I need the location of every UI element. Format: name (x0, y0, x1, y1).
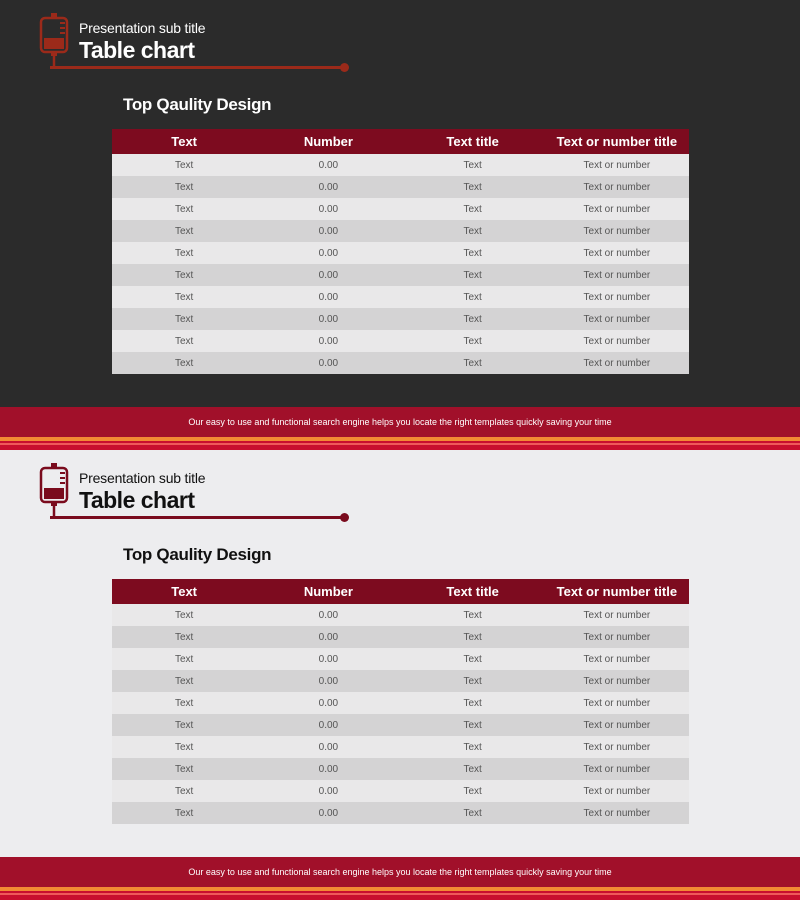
column-header: Text title (401, 579, 545, 604)
table-cell: 0.00 (256, 242, 400, 264)
table-row (112, 604, 689, 626)
table-cell: Text or number (545, 176, 689, 198)
table-cell: Text (401, 176, 545, 198)
table-cell: Text or number (545, 758, 689, 780)
column-header: Number (256, 129, 400, 154)
table-cell: Text (401, 714, 545, 736)
table-cell: Text (401, 198, 545, 220)
table-cell: Text or number (545, 198, 689, 220)
table-cell: 0.00 (256, 176, 400, 198)
table-cell: Text (112, 758, 256, 780)
header-rule-dot (340, 513, 349, 522)
table-cell: 0.00 (256, 154, 400, 176)
table-cell: 0.00 (256, 758, 400, 780)
table-cell: Text (112, 736, 256, 758)
table-cell: 0.00 (256, 736, 400, 758)
table-cell: Text or number (545, 648, 689, 670)
table-cell: Text (112, 220, 256, 242)
table-cell: 0.00 (256, 780, 400, 802)
table-row (112, 692, 689, 714)
table-row (112, 736, 689, 758)
table-row (112, 176, 689, 198)
table-cell: Text (112, 154, 256, 176)
slide-light (0, 450, 800, 900)
table-row (112, 198, 689, 220)
iv-blood-bag-icon (38, 12, 70, 82)
table-cell: Text (112, 176, 256, 198)
footer-stripe-highlight (0, 893, 800, 895)
table-cell: Text (401, 604, 545, 626)
table-cell: 0.00 (256, 308, 400, 330)
table-cell: 0.00 (256, 352, 400, 374)
table-cell: 0.00 (256, 802, 400, 824)
table-cell: Text (112, 714, 256, 736)
table-cell: Text (112, 198, 256, 220)
table-cell: Text (401, 692, 545, 714)
table-cell: Text or number (545, 220, 689, 242)
table-cell: 0.00 (256, 264, 400, 286)
table-cell: Text (401, 308, 545, 330)
table-cell: Text or number (545, 264, 689, 286)
table-cell: Text (112, 264, 256, 286)
table-cell: Text (112, 330, 256, 352)
table-cell: Text or number (545, 714, 689, 736)
table-cell: Text (112, 780, 256, 802)
table-cell: Text (401, 352, 545, 374)
table-row (112, 670, 689, 692)
data-table (112, 129, 689, 374)
table-cell: Text or number (545, 802, 689, 824)
footer-text: Our easy to use and functional search engine helps you locate the right templates quickly saving your time (188, 417, 612, 427)
table-cell: Text or number (545, 330, 689, 352)
table-cell: Text (112, 648, 256, 670)
table-cell: 0.00 (256, 330, 400, 352)
slide-title: Table chart (79, 37, 195, 63)
table-row (112, 648, 689, 670)
table-cell: Text or number (545, 352, 689, 374)
table-cell: Text or number (545, 780, 689, 802)
table-cell: Text (401, 648, 545, 670)
table-row (112, 308, 689, 330)
presentation-subtitle: Presentation sub title (79, 20, 206, 36)
table-cell: Text or number (545, 626, 689, 648)
iv-blood-bag-icon (38, 462, 70, 532)
table-cell: Text (112, 286, 256, 308)
table-row (112, 758, 689, 780)
column-header: Text or number title (545, 129, 689, 154)
table-cell: 0.00 (256, 692, 400, 714)
table-cell: 0.00 (256, 220, 400, 242)
column-header: Text title (401, 129, 545, 154)
table-row (112, 220, 689, 242)
table-cell: Text (401, 670, 545, 692)
table-cell: Text (401, 626, 545, 648)
table-cell: 0.00 (256, 670, 400, 692)
table-cell: Text (112, 626, 256, 648)
table-cell: Text (401, 802, 545, 824)
table-cell: 0.00 (256, 198, 400, 220)
table-cell: Text or number (545, 604, 689, 626)
table-cell: Text (112, 604, 256, 626)
section-heading: Top Qaulity Design (123, 545, 272, 564)
table-cell: Text (112, 308, 256, 330)
footer-text: Our easy to use and functional search engine helps you locate the right templates quickly saving your time (188, 867, 612, 877)
table-cell: Text (401, 264, 545, 286)
table-row (112, 286, 689, 308)
table-cell: Text (401, 736, 545, 758)
table-cell: Text or number (545, 242, 689, 264)
header-rule (50, 66, 344, 69)
table-cell: Text or number (545, 154, 689, 176)
table-cell: 0.00 (256, 714, 400, 736)
table-row (112, 626, 689, 648)
table-row (112, 330, 689, 352)
table-cell: 0.00 (256, 626, 400, 648)
column-header: Number (256, 579, 400, 604)
table-cell: Text (401, 242, 545, 264)
table-cell: Text or number (545, 670, 689, 692)
table-cell: Text or number (545, 286, 689, 308)
table-row (112, 352, 689, 374)
data-table (112, 579, 689, 824)
table-cell: Text (401, 154, 545, 176)
header-rule-dot (340, 63, 349, 72)
table-cell: Text or number (545, 736, 689, 758)
table-row (112, 242, 689, 264)
table-cell: 0.00 (256, 648, 400, 670)
table-cell: Text or number (545, 308, 689, 330)
table-cell: Text (401, 220, 545, 242)
header-rule (50, 516, 344, 519)
slide-title: Table chart (79, 487, 195, 513)
table-cell: Text (401, 330, 545, 352)
table-cell: Text (401, 780, 545, 802)
table-header-row (112, 579, 689, 604)
table-cell: Text (112, 352, 256, 374)
table-row (112, 714, 689, 736)
table-header-row (112, 129, 689, 154)
table-row (112, 264, 689, 286)
table-cell: Text (112, 802, 256, 824)
table-cell: Text (112, 242, 256, 264)
table-row (112, 802, 689, 824)
section-heading: Top Qaulity Design (123, 95, 272, 114)
table-row (112, 780, 689, 802)
footer-stripe-highlight (0, 443, 800, 445)
table-cell: 0.00 (256, 604, 400, 626)
table-cell: Text or number (545, 692, 689, 714)
presentation-subtitle: Presentation sub title (79, 470, 206, 486)
column-header: Text (112, 129, 256, 154)
table-row (112, 154, 689, 176)
column-header: Text (112, 579, 256, 604)
table-cell: Text (401, 758, 545, 780)
table-cell: Text (401, 286, 545, 308)
table-cell: 0.00 (256, 286, 400, 308)
table-cell: Text (112, 692, 256, 714)
table-cell: Text (112, 670, 256, 692)
column-header: Text or number title (545, 579, 689, 604)
